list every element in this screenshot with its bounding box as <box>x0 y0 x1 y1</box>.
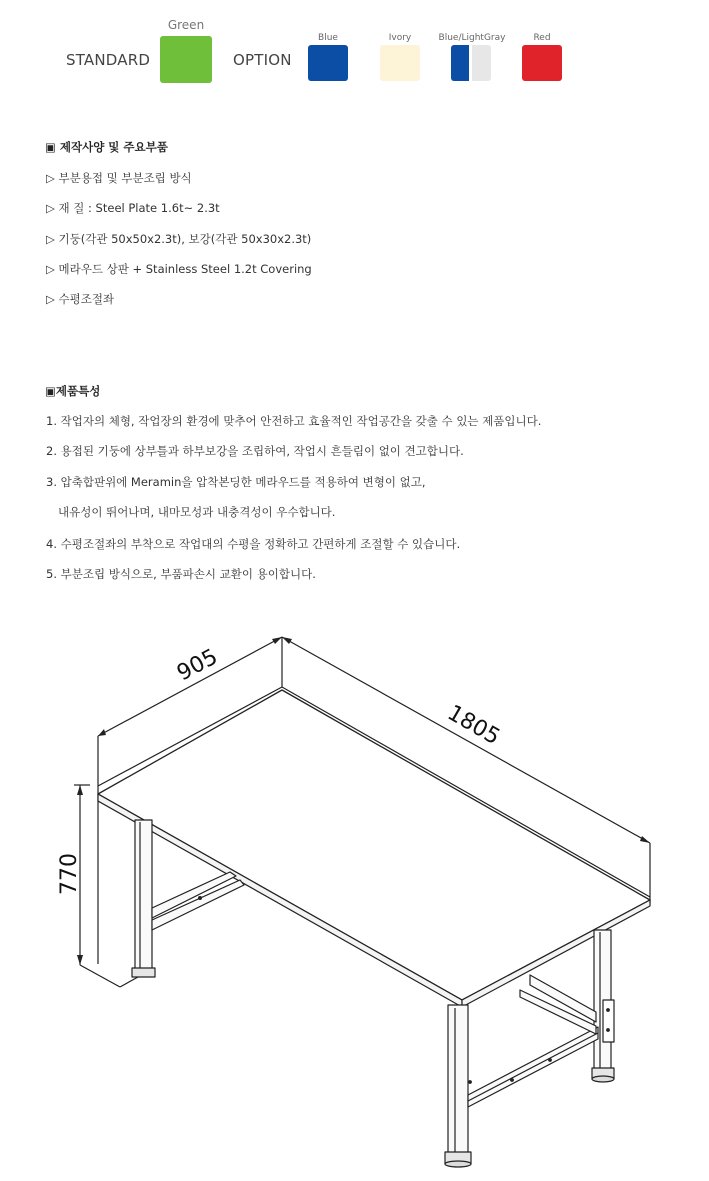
feature-item: 4. 수평조절좌의 부착으로 작업대의 수평을 정확하고 간편하게 조절할 수 있습니다. <box>46 537 461 551</box>
spec-item: ▷ 재 질 : Steel Plate 1.6t~ 2.3t <box>46 201 220 215</box>
swatch-blue <box>308 45 348 81</box>
swatch-ivory <box>380 45 420 81</box>
swatch-name-ivory: Ivory <box>388 33 412 43</box>
feature-item: 내유성이 뛰어나며, 내마모성과 내충격성이 우수합니다. <box>58 505 336 519</box>
feature-item: 3. 압축합판위에 Meramin을 압착본딩한 메라우드를 적용하여 변형이 없고, <box>46 475 426 489</box>
feature-item: 5. 부분조립 방식으로, 부품파손시 교환이 용이합니다. <box>46 567 316 581</box>
workbench-drawing <box>0 600 709 1181</box>
spec-item: ▷ 수평조절좌 <box>46 292 115 306</box>
swatch-green <box>160 36 212 83</box>
swatch-name-red: Red <box>533 33 551 43</box>
feature-item: 2. 용접된 기둥에 상부틀과 하부보강을 조립하여, 작업시 흔들림이 없이 견고합니다. <box>46 444 464 458</box>
features-title: ▣제품특성 <box>45 384 101 398</box>
option-label: OPTION <box>233 51 292 69</box>
specs-title: ▣ 제작사양 및 주요부품 <box>45 140 168 154</box>
dim-length-label: 1805 <box>443 700 504 751</box>
swatch-red <box>522 45 562 81</box>
swatch-blue-lightgray <box>451 45 491 81</box>
dim-width-label: 905 <box>173 644 222 687</box>
spec-item: ▷ 메라우드 상판 + Stainless Steel 1.2t Covering <box>46 262 312 276</box>
dim-height-label: 770 <box>57 853 82 895</box>
spec-item: ▷ 기둥(각관 50x50x2.3t), 보강(각관 50x30x2.3t) <box>46 232 312 246</box>
swatch-name-blue-lightgray: Blue/LightGray <box>438 33 506 43</box>
feature-item: 1. 작업자의 체형, 작업장의 환경에 맞추어 안전하고 효율적인 작업공간을 갖출 수 있는 제품입니다. <box>46 414 542 428</box>
swatch-name-green: Green <box>167 18 205 32</box>
spec-item: ▷ 부분용접 및 부분조립 방식 <box>46 171 192 185</box>
swatch-name-blue: Blue <box>318 33 338 43</box>
standard-label: STANDARD <box>66 51 151 69</box>
